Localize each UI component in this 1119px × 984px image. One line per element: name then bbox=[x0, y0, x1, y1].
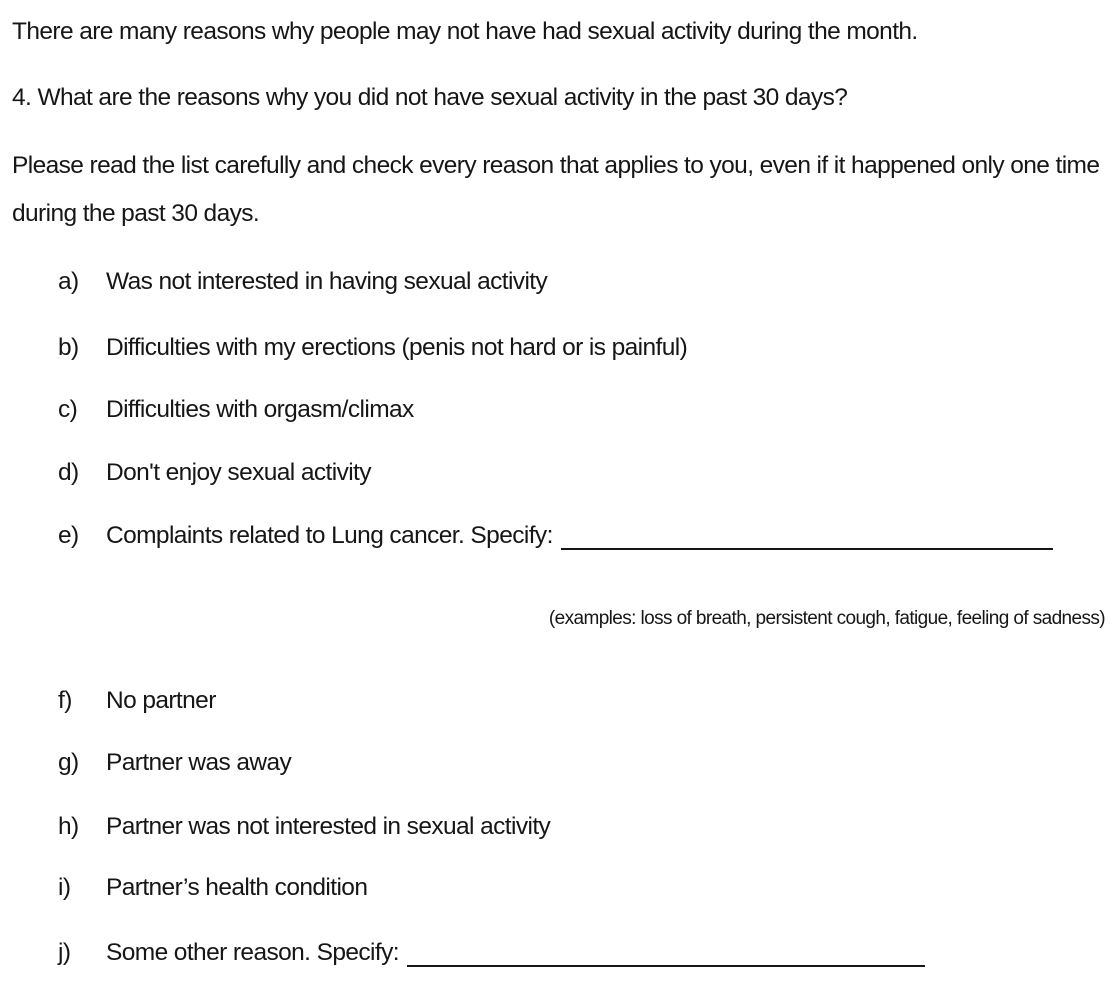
option-label: No partner bbox=[106, 687, 216, 714]
option-e[interactable] bbox=[58, 516, 1053, 556]
option-marker: e) bbox=[58, 522, 79, 549]
instruction-text: Please read the list carefully and check every reason that applies to you, even if it happened only one time during the past 30 days. bbox=[12, 152, 1100, 227]
option-h[interactable] bbox=[58, 807, 550, 847]
examples-note: (examples: loss of breath, persistent cough, fatigue, feeling of sadness) bbox=[548, 608, 1105, 629]
option-marker: h) bbox=[58, 813, 79, 840]
option-label: Complaints related to Lung cancer. Specify: bbox=[106, 522, 553, 549]
option-marker: g) bbox=[58, 749, 79, 776]
option-marker: d) bbox=[58, 459, 79, 486]
option-i[interactable] bbox=[58, 868, 367, 908]
option-marker: f) bbox=[58, 687, 72, 714]
option-marker: b) bbox=[58, 334, 79, 361]
option-marker: j) bbox=[58, 939, 71, 966]
option-label: Difficulties with my erections (penis not hard or is painful) bbox=[106, 334, 688, 361]
option-label: Difficulties with orgasm/climax bbox=[106, 396, 414, 423]
specify-line-other-reason[interactable] bbox=[407, 939, 925, 967]
specify-line-lung-cancer[interactable] bbox=[561, 522, 1053, 550]
intro-text: There are many reasons why people may not have had sexual activity during the month. bbox=[12, 18, 918, 45]
option-c[interactable] bbox=[58, 390, 414, 430]
option-label: Partner was away bbox=[106, 749, 292, 776]
option-j[interactable] bbox=[58, 933, 925, 973]
option-a[interactable] bbox=[58, 262, 547, 302]
question-heading: 4. What are the reasons why you did not have sexual activity in the past 30 days? bbox=[12, 84, 848, 111]
option-marker: a) bbox=[58, 268, 79, 295]
option-marker: c) bbox=[58, 396, 78, 423]
option-label: Was not interested in having sexual activity bbox=[106, 268, 548, 295]
option-f[interactable] bbox=[58, 681, 216, 721]
option-marker: i) bbox=[58, 874, 71, 901]
option-g[interactable] bbox=[58, 743, 291, 783]
option-label: Don't enjoy sexual activity bbox=[106, 459, 371, 486]
option-label: Partner was not interested in sexual activity bbox=[106, 813, 551, 840]
option-b[interactable] bbox=[58, 328, 687, 368]
option-label: Some other reason. Specify: bbox=[106, 939, 399, 966]
option-d[interactable] bbox=[58, 453, 371, 493]
option-label: Partner’s health condition bbox=[106, 874, 368, 901]
